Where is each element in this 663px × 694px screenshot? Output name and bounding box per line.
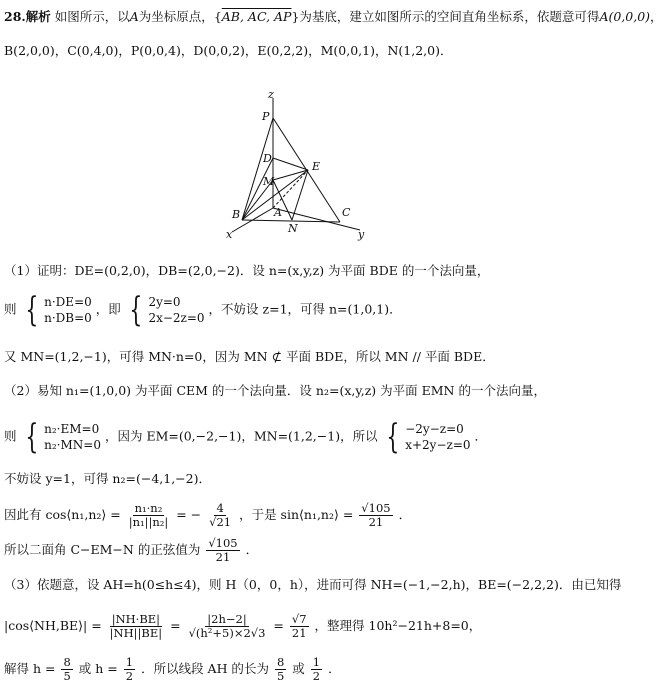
label-d: D: [263, 152, 272, 165]
problem-number: 28.: [4, 9, 26, 24]
header-line: 28.解析 如图所示，以A为坐标原点，{AB, AC, AP}为基底，建立如图所示的空间直角坐标系，依题意可得A(0,0,0)，: [4, 9, 663, 24]
frac-cos: $\frac{\text{n₁·n₂}}{\text{|n₁||n₂|}}$: [128, 501, 169, 529]
label-m: M: [263, 175, 275, 188]
label-n: N: [288, 222, 298, 235]
label-p: P: [262, 110, 270, 123]
part1-system-line: 则 { n·DE=0 n·DB=0 ，即 { 2y=0 2x−2z=0 ，不妨设 z=1，可得 n=(1,0,1)．: [4, 290, 402, 330]
label-b: B: [232, 208, 241, 221]
part1-line3: 又 MN=(1,2,−1)，可得 MN·n=0，因为 MN ⊄ 平面 BDE，所以 MN // 平面 BDE．: [4, 349, 495, 364]
part2-line4: 因此有 cos⟨n₁,n₂⟩ = $\frac{\text{n₁·n₂}}{\text{|n₁||n₂|}}$ = − $\frac{4}{√21}$ ，于是 sin⟨n₁,n₂⟩ = $\frac{√105}{21}$ ．: [4, 501, 412, 529]
tetrahedron-figure: [220, 90, 380, 240]
part2-line1: （2）易知 n₁=(1,0,0) 为平面 CEM 的一个法向量．设 n₂=(x,y,z) 为平面 EMN 的一个法向量，: [4, 383, 546, 398]
part3-line1: （3）依题意，设 AH=h(0≤h≤4)，则 H（0，0，h），进而可得 NH=(−1,−2,h)，BE=(−2,2,2)．由已知得: [4, 577, 622, 592]
part2-line5: 所以二面角 C−EM−N 的正弦值为 $\frac{√105}{21}$ ．: [4, 536, 259, 564]
label-z: z: [268, 88, 274, 101]
part3-line2: |cos⟨NH,BE⟩| = $\frac{|NH\cdot BE|}{|NH||BE|}$ = $\frac{|2h-2|}{\text{√(h²+5)×2√3}}$ = $\frac{√7}{21}$ ，整理得 10h²−21h+8=0，: [4, 612, 482, 640]
label-x: x: [226, 228, 233, 241]
coord-a: A(0,0,0): [599, 9, 651, 24]
label-y: y: [358, 228, 365, 241]
analysis-title: 解析: [25, 9, 51, 24]
part3-line3: 解得 h = $\frac{8}{5}$ 或 h = $\frac{1}{2}$ ．所以线段 AH 的长为 $\frac{8}{5}$ 或 $\frac{1}{2}$ ．: [4, 655, 341, 683]
label-a: A: [274, 206, 282, 219]
label-e: E: [312, 160, 321, 173]
part2-system-line: 则 { n₂·EM=0 n₂·MN=0 ，因为 EM=(0,−2,−1)，MN=(1,2,−1)，所以 { −2y−z=0 x+2y−z=0 ．: [4, 417, 488, 457]
system-a: { n·DE=0 n·DB=0: [24, 290, 92, 330]
part2-line3: 不妨设 y=1，可得 n₂=(−4,1,−2)．: [4, 471, 211, 486]
label-c: C: [342, 206, 351, 219]
system-d: { −2y−z=0 x+2y−z=0: [385, 417, 471, 457]
header-text-1: 如图所示，以: [54, 9, 130, 24]
part1-line1: （1）证明：DE=(0,2,0)，DB=(2,0,−2)．设 n=(x,y,z) 为平面 BDE 的一个法向量，: [4, 263, 490, 278]
header-text-2: 为坐标原点，: [138, 9, 214, 24]
basis-set: {AB, AC, AP}: [213, 9, 300, 24]
coords-line: B(2,0,0)，C(0,4,0)，P(0,0,4)，D(0,0,2)，E(0,2,2)，M(0,0,1)，N(1,2,0)．: [4, 43, 453, 58]
system-b: { 2y=0 2x−2z=0: [129, 290, 205, 330]
origin-label: A: [129, 9, 139, 24]
header-text-3: 为基底，建立如图所示的空间直角坐标系，依题意可得: [299, 9, 600, 24]
system-c: { n₂·EM=0 n₂·MN=0: [24, 417, 101, 457]
